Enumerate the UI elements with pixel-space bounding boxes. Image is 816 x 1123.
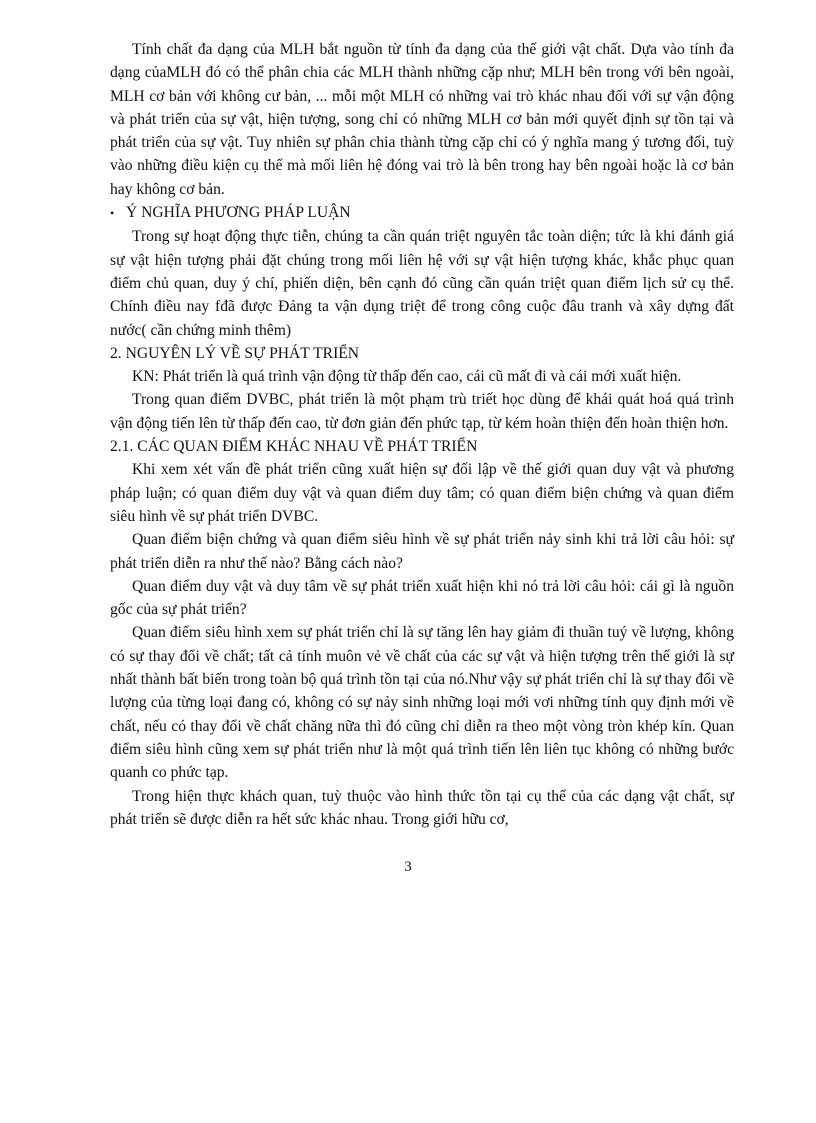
heading-methodology: Ý NGHĨA PHƯƠNG PHÁP LUẬN	[126, 204, 351, 222]
paragraph-metaphysical-view: Quan điểm siêu hình xem sự phát triển chỉ là sự tăng lên hay giảm đi thuần tuý về lượng, không có sự thay đổi về chất; tất cả tính muôn vẻ về chất của các sự vật và hiện tượng trên thế giới là sự nhất thành bất biến trong toàn bộ quá trình tồn tại của nó.Như vậy sự phát triển chỉ là sự thay đổi về lượng của từng loại đang có, không có sự nảy sinh những loại mới vơi những tính quy định mới về chất, nếu có thay đổi về chất chăng nữa thì đó cũng chỉ diễn ra theo một vòng tròn khép kín. Quan điểm siêu hình cũng xem sự phát triển như là một quá trình tiến lên liên tục không có những bước quanh co phức tạp.	[110, 624, 734, 782]
paragraph-dialectical-metaphysical: Quan điểm biện chứng và quan điểm siêu hình về sự phát triển nảy sinh khi trả lời câu hỏi: sự phát triển diễn ra như thế nào? Bằng cách nào?	[110, 531, 734, 572]
page-number: 3	[404, 859, 412, 875]
paragraph-dvbc-development: Trong quan điểm DVBC, phát triển là một phạm trù triết học dùng để khái quát hoá quá trình vận động tiến lên từ thấp đến cao, từ đơn giản đến phức tạp, từ kém hoàn thiện đến hoàn thiện hơn.	[110, 391, 734, 432]
bullet-icon: •	[110, 206, 115, 221]
paragraph-methodology: Trong sự hoạt động thực tiễn, chúng ta cần quán triệt nguyên tắc toàn diện; tức là khi đánh giá sự vật hiện tượng phải đặt chúng trong mối liên hệ với sự vật hiện tượng khác, khắc phục quan điểm chủ quan, duy ý chí, phiến diện, bên cạnh đó cũng cần quán triệt quan điểm lịch sử cụ thể. Chính điều nay fđã được Đảng ta vận dụng triệt để trong công cuộc đâu tranh và xây dựng đất nước( cần chứng minh thêm)	[110, 228, 734, 339]
paragraph-diversity-of-relations: Tính chất đa dạng của MLH bắt nguồn từ tính đa dạng của thế giới vật chất. Dựa vào tính đa dạng củaMLH đó có thể phân chia các MLH thành những cặp như; MLH bên trong với bên ngoài, MLH cơ bản với không cư bản, ... mỗi một MLH có những vai trò khác nhau đối với sự vận động và phát triển của sự vật, hiện tượng, song chỉ có những MLH cơ bản mới quyết định sự tồn tại và phát triển của sự vật. Tuy nhiên sự phân chia thành từng cặp chỉ có ý nghĩa mang ý tương đối, tuỳ vào những điều kiện cụ thể mà mối liên hệ đóng vai trò là bên trong hay bên ngoài hoặc là cơ bản hay không cơ bản.	[110, 41, 734, 198]
paragraph-opposing-views: Khi xem xét vấn đề phát triển cũng xuất hiện sự đối lập về thế giới quan duy vật và phương pháp luận; có quan điểm duy vật và quan điểm duy tâm; có quan điểm biện chứng và quan điểm siêu hình về sự phát triển DVBC.	[110, 461, 734, 525]
heading-development-principle: 2. NGUYÊN LÝ VỀ SỰ PHÁT TRIỂN	[110, 344, 360, 362]
paragraph-objective-reality: Trong hiện thực khách quan, tuỳ thuộc vào hình thức tồn tại cụ thể của các dạng vật chất, sự phát triển sẽ được diễn ra hết sức khác nhau. Trong giới hữu cơ,	[110, 787, 734, 828]
paragraph-materialist-idealist: Quan điểm duy vật và duy tâm về sự phát triển xuất hiện khi nó trả lời câu hỏi: cái gì là nguồn gốc của sự phát triển?	[110, 577, 734, 619]
document-page	[110, 38, 734, 831]
heading-different-views: 2.1. CÁC QUAN ĐIỂM KHÁC NHAU VỀ PHÁT TRIỂN	[110, 438, 478, 456]
methodology-bullet-heading	[110, 201, 734, 225]
paragraph-development-definition: KN: Phát triển là quá trình vận động từ thấp đến cao, cái cũ mất đi và cái mới xuất hiện.	[132, 368, 682, 386]
